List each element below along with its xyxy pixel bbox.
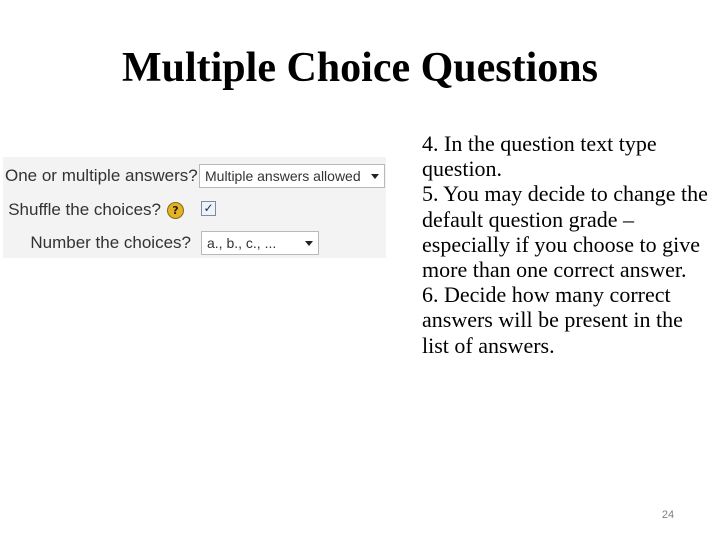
instructions-text <box>422 131 712 358</box>
shuffle-label: Shuffle the choices? <box>8 200 161 219</box>
instruction-step-5: 5. You may decide to change the default question grade – especially if you choose to give more than one correct answer. <box>422 181 708 283</box>
help-icon[interactable]: ? <box>167 202 184 219</box>
numbering-select-value: a., b., c., ... <box>207 235 277 251</box>
answers-row <box>3 161 386 191</box>
answers-label: One or multiple answers? <box>5 166 198 185</box>
instruction-step-6: 6. Decide how many correct answers will be present in the list of answers. <box>422 282 683 358</box>
instruction-step-4: 4. In the question text type question. <box>422 131 657 182</box>
question-settings-form <box>3 157 386 258</box>
numbering-select[interactable] <box>201 231 319 255</box>
numbering-label: Number the choices? <box>30 233 191 252</box>
numbering-row <box>3 228 386 258</box>
chevron-down-icon <box>305 241 313 246</box>
slide-title: Multiple Choice Questions <box>121 45 598 91</box>
answers-select-value: Multiple answers allowed <box>205 168 361 184</box>
answers-select[interactable] <box>199 164 385 188</box>
page-number: 24 <box>661 509 675 521</box>
chevron-down-icon <box>371 174 379 179</box>
shuffle-checkbox[interactable]: ✓ <box>201 201 216 216</box>
shuffle-row <box>3 195 386 225</box>
